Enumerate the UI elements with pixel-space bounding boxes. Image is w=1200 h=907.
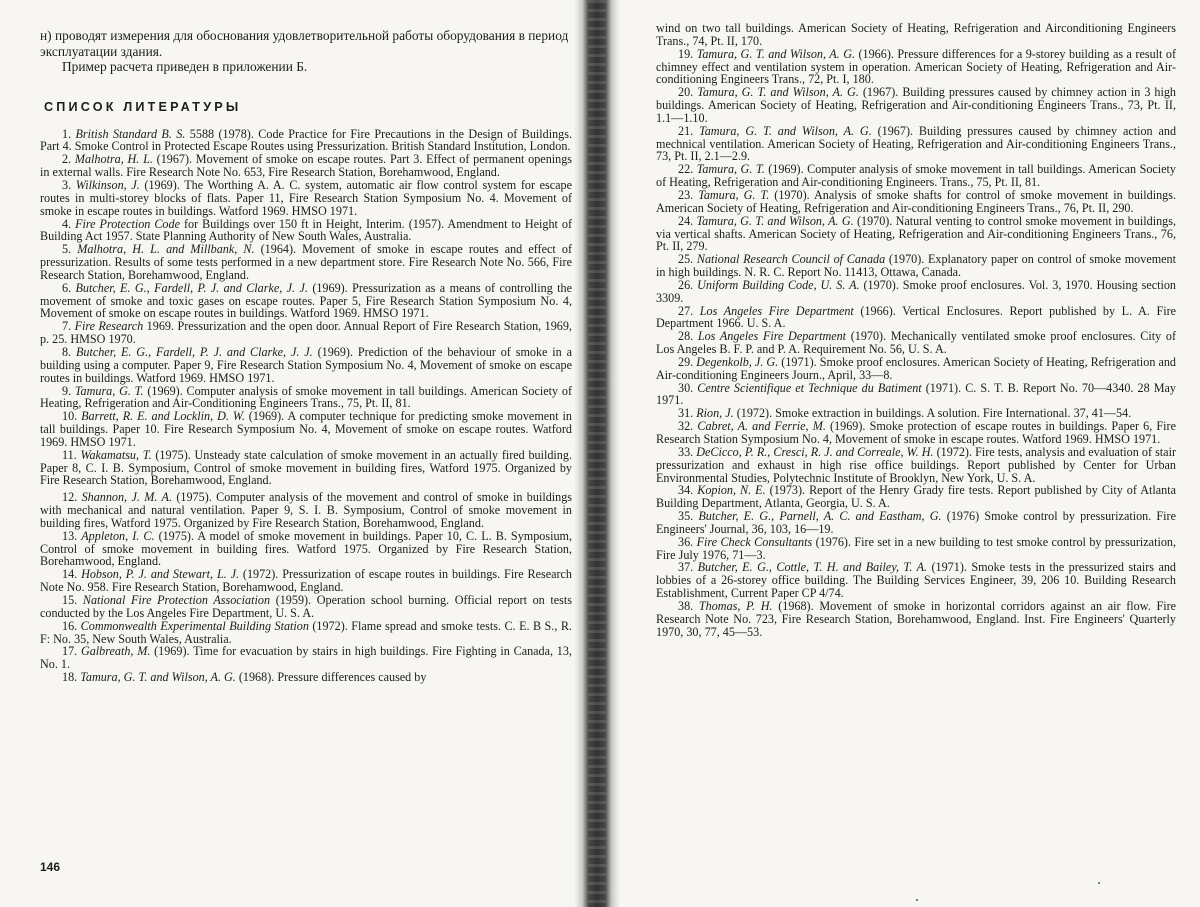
reference-number: 16. [62,618,78,633]
reference-text: (1971). Smoke tests in the pressurized stairs and lobbies of a 26-storey office building. The Building Services Engineer, 39, 206 10. Building Research Establishment, Current Paper CP 4/74. [656,560,1176,601]
reference-text: (1969). Time for evacuation by stairs in high buildings. Fire Fighting in Canada, 13, No. 1. [40,644,572,672]
reference-number: 30. [678,380,694,395]
reference-author: Tamura, G. T. and Wilson, A. G. [697,85,859,100]
reference-text: 5588 (1978). Code Practice for Fire Precautions in the Design of Buildings. Part 4. Smoke Control in Protected Escape Routes using Pressurization. British Standard Institution, London. [40,126,572,154]
reference-item [40,218,572,244]
reference-author: Degenkolb, J. G. [696,354,779,369]
reference-author: British Standard B. S. [75,126,186,141]
reference-text: (1967). Movement of smoke on escape routes. Part 3. Effect of permanent openings in external walls. Fire Research Note No. 653, Fire Research Station, Borehamwood, England. [40,152,573,180]
reference-author: Kopion, N. E. [697,483,766,498]
references-heading: СПИСОК ЛИТЕРАТУРЫ [44,99,242,114]
reference-author: Tamura, G. T. and Wilson, A. G. [696,46,856,61]
reference-author: Fire Research [74,319,144,334]
reference-author: Tamura, G. T. and Wilson, A. G. [80,670,236,685]
reference-number: 20. [678,85,694,100]
reference-number: 17. [62,644,78,659]
reference-author: Wakamatsu, T. [80,447,152,462]
reference-item [40,449,572,488]
reference-number: 13. [62,528,78,543]
reference-author: Tamura, G. T. [74,383,144,398]
reference-number: 26. [678,277,694,292]
reference-text: for Buildings over 150 ft in Height, Interim. (1957). Amendment to Height of Building Act 1957. State Planning Authority of New South Wales, Australia. [40,216,572,244]
reference-text: (1970). Explanatory paper on control of smoke movement in high buildings. N. R. C. Report No. 11413, Ottawa, Canada. [656,252,1176,280]
reference-number: 37. [678,560,694,575]
reference-text: (1972). Fire tests, analysis and evaluation of stair pressurization and exhaust in high rise office buildings. Report published by Center for Urban Environmental Studies, Polytechnic Institute of Brooklyn, New York, U. S. A. [656,444,1176,485]
reference-text: (1975). Unsteady state calculation of smoke movement in an actually fired building. Paper 8, C. I. B. Symposium, Control of smoke movement in building fires, Watford 1975. Organized by Fire Research Station, Borehamwood, England. [40,447,572,488]
intro-example-line: Пример расчета приведен в приложении Б. [62,59,308,75]
reference-number: 23. [678,187,694,202]
reference-author: National Research Council of Canada [696,252,886,267]
reference-author: Fire Protection Code [75,216,180,231]
reference-number: 19. [678,46,694,61]
reference-author: Galbreath, M. [80,644,151,659]
reference-item [40,671,572,684]
page-number: 146 [40,860,61,874]
reference-number: 1. [62,126,72,141]
reference-text: (1969). Pressurization as a means of controlling the movement of smoke and toxic gases on escape routes. Paper 5, Fire Research Station Symposium No. 4, Movement of smoke on escape routes in buildings. Watford 1969. HMSO 1971. [40,280,572,321]
reference-author: Uniform Building Code, U. S. A. [697,277,860,292]
reference-text: (1970). Mechanically ventilated smoke proof enclosures. City of Los Angeles B. F. P. and P. A. Requirement No. 56, U. S. A. [656,329,1177,357]
reference-author: DeCicco, P. R., Cresci, R. J. and Correale, W. H. [696,444,934,459]
intro-paragraph: н) проводят измерения для обоснования удовлетворительной работы оборудования в период эксплуатации здания. [40,28,569,59]
reference-text: (1966). Vertical Enclosures. Report published by L. A. Fire Department 1966. U. S. A. [656,303,1176,331]
reference-item [40,179,572,218]
reference-item [40,410,572,449]
reference-number: 8. [62,344,72,359]
reference-item [40,153,572,179]
reference-list-left [40,128,572,684]
reference-item [40,346,572,385]
reference-number: 11. [62,447,77,462]
reference-item [40,491,572,530]
reference-text: (1964). Movement of smoke in escape routes and effect of pressurization. Results of some tests performed in a new department store. Fire Research Note No. 566, Fire Research Station, Borehamwood, England. [40,242,572,282]
reference-item [656,215,1176,254]
reference-number: 25. [678,252,694,267]
reference-item [40,568,572,594]
reference-author: Wilkinson, J. [75,178,140,192]
reference-item [656,420,1176,446]
reference-item [656,305,1176,331]
reference-item [656,86,1176,125]
reference-text: (1975). Computer analysis of the movement and control of smoke in buildings with mechanical and natural ventilation. Paper 9, S. I. B. Symposium, Control of smoke movement in building fires, Watford 1975. Organized by Fire Research Station, Borehamwood, England. [40,490,573,530]
reference-author: Rion, J. [696,406,734,421]
reference-number: 14. [62,567,78,582]
right-page [612,0,1200,907]
reference-number: 9. [62,383,72,398]
reference-author: Fire Check Consultants [696,534,813,549]
reference-text: (1969). A computer technique for predicting smoke movement in tall buildings. Paper 10. Fire Research Symposium No. 4, Movement of smoke on escape routes. Watford 1969. HMSO 1971. [40,409,572,449]
reference-author: Commonwealth Experimental Building Station [80,618,309,633]
reference-text: (1970). Analysis of smoke shafts for control of smoke movement in buildings. American Society of Heating, Refrigeration and Air-conditioning Engineers Trans., 76, Pt. II, 290. [656,187,1176,215]
scan-speck [1098,882,1100,884]
reference-item [40,128,572,154]
reference-text: (1969). Computer analysis of smoke movement in tall buildings. American Society of Heating, Refrigeration and Air-conditioning Engineers. Trans., 75, Pt. II, 81. [656,162,1177,190]
reference-text: (1971). C. S. T. B. Report No. 70—4340. 28 May 1971. [656,380,1176,408]
reference-author: Appleton, I. C. [81,528,155,543]
left-page [0,0,586,907]
reference-number: 18. [62,670,78,685]
reference-text: (1970). Smoke proof enclosures. Vol. 3, 1970. Housing section 3309. [656,277,1176,305]
reference-number: 29. [678,354,694,369]
reference-author: Cabret, A. and Ferrie, M. [697,419,826,434]
reference-list-right [656,48,1176,639]
reference-number: 4. [62,216,72,231]
reference-item [40,282,572,321]
reference-item [656,510,1176,536]
reference-author: Shannon, J. M. A. [81,490,172,505]
reference-number: 7. [62,319,72,334]
reference-item [656,48,1176,87]
reference-text: (1976). Fire set in a new building to test smoke control by pressurization, Fire July 1976, 71—3. [656,534,1176,562]
reference-number: 27. [678,303,694,318]
reference-author: Tamura, G. T. [698,187,770,202]
reference-number: 24. [678,213,694,228]
reference-item [656,446,1176,485]
reference-author: Butcher, E. G., Fardell, P. J. and Clarke, J. J. [75,344,313,359]
reference-author: Los Angeles Fire Department [699,303,854,318]
reference-text: (1972). Flame spread and smoke tests. C. E. B S., R. F: No. 35, New South Wales, Australia. [40,618,572,646]
scan-speck [916,899,918,901]
reference-number: 15. [62,593,78,607]
intro-text [40,28,572,75]
reference-number: 12. [62,490,78,505]
reference-number: 32. [678,419,694,434]
reference-author: Barrett, R. E. and Locklin, D. W. [81,409,245,424]
reference-text: (1969). Prediction of the behaviour of smoke in a building using a computer. Paper 9, Fire Research Station Symposium No. 4, Movement of smoke on escape routes in buildings. Watford 1969. HMSO 1971. [40,344,572,385]
reference-number: 36. [678,534,694,549]
reference-number: 31. [678,406,694,421]
reference-text: (1975). A model of smoke movement in buildings. Paper 10, C. L. B. Symposium, Control of smoke movement in building fires. Watford 1975. Organized by Fire Research Station, Borehamwood, England. [40,528,572,569]
reference-text: (1969). The Worthing A. A. C. system, automatic air flow control system for escape routes in multi-storey blocks of flats. Paper 11, Fire Research Station Symposium No. 4. Movement of smoke in escape routes in buildings. Watford 1969. HMSO 1971. [40,178,572,218]
reference-text: (1969). Smoke protection of escape routes in buildings. Paper 6, Fire Research Station Symposium No. 4, Movement of smoke in escape routes. Watford 1969. HMSO 1971. [656,419,1176,446]
reference-item [656,600,1176,639]
reference-item [656,189,1176,215]
reference-number: 38. [678,598,694,613]
reference-item [40,594,572,620]
reference-author: Butcher, E. G., Fardell, P. J. and Clarke, J. J. [75,280,308,295]
reference-item [40,243,572,282]
reference-item [40,320,572,346]
reference-number: 22. [678,162,694,177]
reference-author: Butcher, E. G., Cottle, T. H. and Bailey, T. A. [697,560,928,575]
reference-item [40,385,572,411]
reference-item [656,382,1176,408]
reference-author: Tamura, G. T. [696,162,765,177]
reference-text: (1971). Smoke proof enclosures. American Society of Heating, Refrigeration and Air-conditioning Engineers Journ., April, 33—8. [656,354,1176,382]
reference-text: (1968). Pressure differences caused by [235,670,427,685]
reference-item [656,484,1176,510]
reference-item [40,530,572,569]
reference-number: 34. [678,483,694,498]
reference-author: Tamura, G. T. and Wilson, A. G. [696,213,854,228]
reference-number: 10. [62,409,78,424]
reference-item [656,356,1176,382]
reference-author: Thomas, P. H. [698,598,773,613]
reference-text: (1969). Computer analysis of smoke movement in tall buildings. American Society of Heating, Refrigeration and Air-Conditioning Engineers Trans., 75, Pt. II, 81. [40,383,572,411]
reference-item [656,330,1176,356]
reference-author: National Fire Protection Association [82,593,271,607]
reference-continuation: wind on two tall buildings. American Society of Heating, Refrigeration and Airconditioning Engineers Trans., 74, Pt. II, 170. [656,21,1176,48]
reference-author: Los Angeles Fire Department [697,329,847,344]
reference-author: Butcher, E. G., Parnell, A. C. and Eastham, G. [698,509,942,524]
reference-text: (1959). Operation school burning. Official report on tests conducted by the Los Angeles Fire Department, U. S. A. [40,593,572,620]
reference-text: (1968). Movement of smoke in horizontal corridors against an air flow. Fire Research Note No. 723, Fire Research Station, Borehamwood, England. Inst. Fire Engineers' Quarterly 1970, 30, 77, 45—53. [656,598,1176,639]
reference-item [656,536,1176,562]
reference-text: (1966). Pressure differences for a 9-storey building as a result of chimney effect and ventilation system in operation. American Society of Heating, Refrigeration and Air-conditioning Engineers Trans., 72, Pt. I, 180. [656,46,1177,87]
reference-number: 5. [62,242,72,257]
reference-text: (1972). Smoke extraction in buildings. A solution. Fire International. 37, 41—54. [733,406,1132,421]
reference-author: Malhotra, H. L. [74,152,153,167]
reference-text: (1972). Pressurization of escape routes in buildings. Fire Research Note No. 958. Fire Research Station, Borehamwood, England. [40,567,572,595]
reference-item [656,561,1176,600]
reference-number: 3. [62,178,72,192]
reference-text: (1970). Natural venting to control smoke movement in buildings, via vertical shafts. American Society of Heating, Refrigeration and Air-conditioning Engineers Trans., 76, Pt. II, 279. [656,213,1176,254]
reference-text: (1973). Report of the Henry Grady fire tests. Report published by City of Atlanta Building Department, Atlanta, Georgia, U. S. A. [656,483,1176,511]
reference-author: Malhotra, H. L. and Millbank, N. [77,242,255,257]
reference-number: 28. [678,329,694,344]
reference-item [40,645,572,671]
reference-item [40,620,572,646]
reference-number: 33. [678,444,694,459]
reference-item [656,125,1176,164]
reference-number: 35. [678,509,694,524]
reference-author: Tamura, G. T. and Wilson, A. G. [699,123,872,138]
reference-item [656,253,1176,279]
reference-text: (1976) Smoke control by pressurization. Fire Engineers' Journal, 36, 103, 16—19. [656,509,1176,536]
reference-number: 2. [62,152,72,167]
reference-text: (1967). Building pressures caused by chimney action in 3 high buildings. American Society of Heating, Refrigeration and Air-conditioning Engineers Trans., 73, Pt. II, 1.1—1.10. [656,85,1177,125]
reference-item [656,163,1176,189]
reference-item [656,279,1176,305]
reference-number: 21. [678,123,694,138]
reference-number: 6. [62,280,72,295]
reference-text: (1967). Building pressures caused by chimney action and mechnical ventilation. American Society of Heating, Refrigeration and Air-conditioning Engineers Trans., 73, Pt. II, 2.1—2.9. [656,123,1177,164]
reference-author: Centre Scientifique et Technique du Batiment [697,380,922,395]
reference-author: Hobson, P. J. and Stewart, L. J. [81,567,240,582]
reference-text: 1969. Pressurization and the open door. Annual Report of Fire Research Station, 1969, p. 25. HMSO 1970. [40,319,572,347]
